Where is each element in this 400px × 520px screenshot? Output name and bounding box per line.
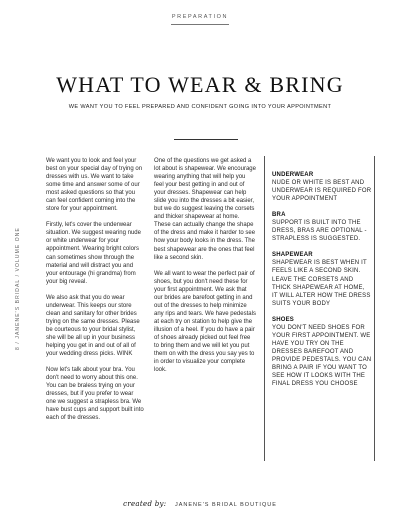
side-page-label: 8 / JANENE'S BRIDAL / VOLUME ONE bbox=[15, 227, 21, 350]
summary-heading: BRA bbox=[272, 212, 286, 219]
footer-script-text: created by: bbox=[123, 500, 167, 508]
page-subtitle: WE WANT YOU TO FEEL PREPARED AND CONFIDENT GOING INTO YOUR APPOINTMENT bbox=[68, 104, 332, 110]
page-title: WHAT TO WEAR & BRING bbox=[56, 72, 344, 97]
footer-credit bbox=[0, 500, 400, 508]
section-divider bbox=[171, 24, 229, 25]
paragraph: Now let's talk about your bra. You don't need to worry about this one. You can be braless trying on your dresses, but if you prefer to wear one we suggest a strapless bra. We have bust cups and support built into each of the dresses. bbox=[46, 367, 144, 422]
footer-brand: JANENE'S BRIDAL BOUTIQUE bbox=[175, 502, 277, 508]
paragraph: We all want to wear the perfect pair of shoes, but you don't need these for your first appointment. We ask that our brides are barefoot getting in and out of the dresses to help minimize any rips and tears. We have pedestals at each try on station to help give the illusion of a heel. If you do have a pair of shoes already picked out feel free to bring them and we will let you put them on with the dress you say yes to in order to visualize your complete look. bbox=[154, 270, 256, 374]
summary-text: SHAPEWEAR IS BEST WHEN IT FEELS LIKE A SECOND SKIN. LEAVE THE CORSETS AND THICK SHAPEWEAR AT HOME, IT WILL ALTER HOW THE DRESS SUITS YOUR BODY bbox=[272, 260, 371, 307]
paragraph: We want you to look and feel your best on your special day of trying on dresses with us. We want to take some time and answer some of our most asked questions so that you can feel confident coming into the store for your appointment. bbox=[46, 158, 143, 213]
summary-item-shoes bbox=[272, 316, 372, 388]
paragraph: One of the questions we get asked a lot about is shapewear. We encourage wearing anything that will help you feel your best getting in and out of your dresses. Shapewear can help slide you into the dresses a bit easier, but we do suggest leaving the corsets and thicker shapewear at home. These can actually change the shape of the dress and make it harder to see how your body looks in the dress. The best shapewear are the ones that feel like a second skin. bbox=[154, 158, 256, 261]
summary-item-shapewear bbox=[272, 251, 372, 307]
paragraph: Firstly, let's cover the underwear situation. We suggest wearing nude or white underwear for your appointment. Wearing bright colors can sometimes show through the material and will distract you and your entourage (hi grandma) from your big reveal. bbox=[46, 222, 141, 285]
section-label: PREPARATION bbox=[171, 14, 229, 20]
column-divider-left bbox=[264, 156, 265, 461]
summary-column bbox=[272, 157, 372, 396]
body-column-1 bbox=[46, 157, 144, 430]
summary-item-bra bbox=[272, 211, 372, 243]
summary-text: NUDE OR WHITE IS BEST AND UNDERWEAR IS REQUIRED FOR YOUR APPOINTMENT bbox=[272, 180, 372, 203]
title-divider bbox=[174, 139, 238, 140]
body-column-2 bbox=[154, 157, 256, 382]
column-divider-right bbox=[374, 156, 375, 461]
paragraph: We also ask that you do wear underwear. This keeps our store clean and sanitary for other brides trying on the same dresses. Please be courteous to your bridal stylist, she will be all up in your business helping you get in and out of all of your wedding dress picks. WINK bbox=[46, 294, 140, 358]
summary-text: SUPPORT IS BUILT INTO THE DRESS, BRAS ARE OPTIONAL - STRAPLESS IS SUGGESTED. bbox=[272, 220, 367, 243]
summary-heading: SHAPEWEAR bbox=[272, 252, 313, 259]
summary-item-underwear bbox=[272, 171, 372, 203]
summary-text: YOU DON'T NEED SHOES FOR YOUR FIRST APPOINTMENT. WE HAVE YOU TRY ON THE DRESSES BAREFOOT AND PROVIDE PEDESTALS. YOU CAN BRING A PAIR IF YOU WANT TO SEE HOW IT LOOKS WITH THE FINAL DRESS YOU CHOOSE bbox=[272, 324, 372, 388]
summary-heading: UNDERWEAR bbox=[272, 172, 314, 178]
summary-heading: SHOES bbox=[272, 316, 295, 323]
